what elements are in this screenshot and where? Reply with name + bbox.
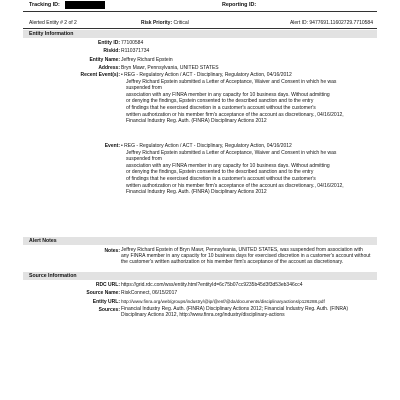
notes-text: Jeffrey Richard Epstein of Bryn Mawr, Pennsylvania, UNITED STATES, was suspended from association with any FINRA member in any capacity for 10 business days for exercised discretion in a customer's account without the customer's written authorization or his member firm's acceptance of the account as discretionary. [121, 247, 371, 265]
entity-url-row [23, 299, 377, 306]
field-label: Address: [98, 65, 120, 71]
recent-events-row [23, 72, 377, 134]
entity-id-value: 77100584 [121, 40, 144, 46]
event-line: of findings that he exercised discretion in a customer's account without the customer's [126, 104, 316, 111]
event-line: Financial Industry Reg. Auth. (FINRA) Disciplinary Actions 2012 [126, 118, 267, 125]
field-label: Source Name: [86, 290, 120, 296]
source-section-header [23, 272, 377, 280]
sources-text: Financial Industry Reg. Auth. (FINRA) Disciplinary Actions 2012; Financial Industry Reg. Auth. (FINRA) Disciplinary Actions 2012, http://www.finra.org/industry/disciplinary-actions [121, 306, 349, 318]
risk-value: Critical [173, 20, 189, 26]
rdc-url-link[interactable]: https://grid.rdc.com/wss/entity.html?entityId=6c75b07cc9235b45d3f3d53eb346cc4 [121, 282, 303, 288]
riskid-value: R110371734 [121, 48, 150, 54]
divider [23, 28, 377, 29]
entity-id-row [23, 40, 377, 47]
riskid-row [23, 48, 377, 55]
risk-label: Risk Priority: [141, 20, 173, 26]
field-label: Entity URL: [92, 299, 120, 305]
tracking-id-label: Tracking ID: [29, 2, 60, 8]
section-title: Alert Notes [29, 238, 57, 244]
event-line: Jeffrey Richard Epstein submitted a Letter of Acceptance, Waiver and Consent in which he was [126, 149, 337, 156]
field-label: Notes: [104, 248, 120, 254]
event-line: association with any FINRA member in any capacity for 10 business days. Without admitting [126, 162, 330, 169]
event-row [23, 143, 377, 205]
field-label: Entity Name: [89, 57, 120, 63]
field-label: RDC URL: [95, 282, 120, 288]
source-name-row [23, 290, 377, 297]
event-line: suspended from [126, 85, 162, 92]
alert-notes-section-header [23, 237, 377, 245]
alerted-entity: Alerted Entity # 2 of 2 [29, 20, 77, 26]
sources-row [23, 307, 377, 321]
rdc-url-row [23, 282, 377, 289]
notes-row [23, 248, 377, 274]
report-page [23, 0, 377, 400]
top-bar [23, 0, 377, 11]
event-line: • REG - Regulatory Action / ACT - Disciplinary, Regulatory Action, 04/16/2012 [121, 72, 292, 78]
alert-header [23, 19, 377, 28]
address-value: Bryn Mawr, Pennsylvania, UNITED STATES [121, 65, 219, 71]
entity-url-link[interactable]: http://www.finra.org/web/groups/industry/@ip/@enf/@da/documents/disciplinaryactions/p126288.pdf [121, 299, 325, 304]
reporting-id-label: Reporting ID: [222, 2, 257, 8]
entity-name-row [23, 57, 377, 64]
event-line: of findings that he exercised discretion in a customer's account without the customer's [126, 175, 316, 182]
event-line: written authorization or his member firm's acceptance of the account as discretionary., 04/16/2012, [126, 182, 344, 189]
event-line: or denying the findings, Epstein consented to the described sanction and to the entry [126, 98, 314, 105]
field-label: Riskid: [103, 48, 120, 54]
event-text [121, 143, 371, 196]
entity-name-value: Jeffrey Richard Epstein [121, 57, 173, 63]
event-line: or denying the findings, Epstein consented to the described sanction and to the entry [126, 169, 314, 176]
event-line: suspended from [126, 156, 162, 163]
event-line: association with any FINRA member in any capacity for 10 business days. Without admitting [126, 91, 330, 98]
divider [23, 11, 377, 12]
section-title: Source Information [29, 273, 77, 279]
alert-id: Alert ID: 9477691.11602729.7710584 [289, 20, 373, 26]
field-label: Entity ID: [98, 40, 120, 46]
field-label: Sources: [98, 307, 120, 313]
address-row [23, 65, 377, 72]
recent-events-text [121, 72, 371, 125]
risk-priority [141, 20, 189, 26]
event-line: written authorization or his member firm's acceptance of the account as discretionary., 04/16/2012, [126, 111, 344, 118]
event-line: Financial Industry Reg. Auth. (FINRA) Disciplinary Actions 2012 [126, 189, 267, 196]
entity-section-header [23, 30, 377, 38]
event-line: • REG - Regulatory Action / ACT - Disciplinary, Regulatory Action, 04/16/2012 [121, 143, 292, 149]
section-title: Entity Information [29, 31, 74, 37]
source-name-value: RiskConnect, 06/15/2017 [121, 290, 178, 296]
event-line: Jeffrey Richard Epstein submitted a Letter of Acceptance, Waiver and Consent in which he was [126, 78, 337, 85]
redaction-bar [65, 1, 105, 9]
field-label: Event: [104, 143, 120, 149]
field-label: Recent Event(s): [80, 72, 120, 78]
